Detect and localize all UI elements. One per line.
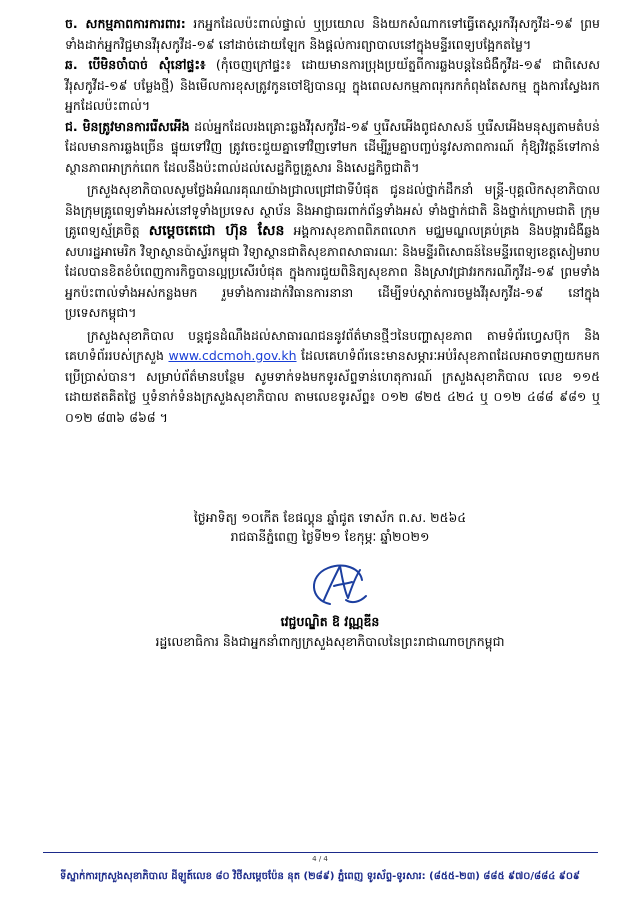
signature-icon — [300, 556, 380, 612]
contact-paragraph — [65, 326, 600, 429]
signer-block — [100, 612, 560, 652]
paragraph-text: ដែលគេហទំព័រនេះមានសម្ភារៈអប់រំសុខភាពដែលអាចទាញយកមកប្រើប្រាស់បាន។ សម្រាប់ព័ត៌មានបន្ថែម សូមទាក់ទងមកទូរស័ព្ទទាន់ហេតុការណ៍ ក្រសួងសុខាភិបាល លេខ ១១៥ ដោយឥតគិតថ្លៃ ឬទំនាក់ទំនងក្រសួងសុខាភិបាល តាមលេខទូរស័ព្ទ៖ ០១២ ៨២៥ ៤២៤ ឬ ០១២ ៤៨៨ ៩៨១ ឬ ០១២ ៨៣៦ ៨៦៨ ។ — [65, 348, 600, 425]
acknowledgement-paragraph — [65, 180, 600, 324]
paragraph-text: ក្រសួងសុខាភិបាលសូមថ្លែងអំណរគុណយ៉ាងជ្រាលជ្រៅជាទីបំផុត ជូនដល់ថ្នាក់ដឹកនាំ មន្ត្រី-បុគ្គលិកសុខាភិបាល និងក្រុមគ្រូពេទ្យទាំងអស់នៅទូទាំងប្រទេស ស្ថាប័ន និងអាជ្ញាធរពាក់ព័ន្ធទាំងអស់ ទាំងថ្នាក់ជាតិ និងថ្នាក់ក្រោមជាតិ ក្រុមគ្រូពេទ្យស្ម័គ្រចិត្ត — [65, 182, 600, 238]
item-label: ជ. មិនត្រូវមានការរើសអើង — [65, 118, 190, 134]
item-text: (កុំចេញក្រៅផ្ទះ៖ ដោយមានការប្រុងប្រយ័ត្នពីការឆ្លងបន្តនៃជំងឺកូវីដ-១៩ ជាពិសេស វីរុសកូវីដ-១៩ បម្លែងថ្មី) និងមើលការខុសត្រូវកូនចៅឱ្យបានល្អ ក្នុងពេលសកម្មភាពរុករកកំពុងតែសកម្ម ក្នុងការស្វែងរកអ្នកដែលប៉ះពាល់។ — [65, 57, 600, 113]
item-text: រកអ្នកដែលប៉ះពាល់ផ្ទាល់ ឬប្រយោល និងយកសំណាកទៅធ្វើតេស្តរកវីរុសកូវីដ-១៩ ព្រមទាំងដាក់អ្នកវិជ្ជមានវីរុសកូវីដ-១៩ នៅដាច់ដោយឡែក និងផ្ដល់ការព្យាបាលនៅក្នុងមន្ទីរពេទ្យបង្អែកតម្លៃ។ — [65, 16, 600, 52]
list-item — [65, 14, 600, 55]
signer-title: រដ្ឋលេខាធិការ និងជាអ្នកនាំពាក្យក្រសួងសុខាភិបាលនៃព្រះរាជាណាចក្រកម្ពុជា — [155, 634, 505, 649]
lunar-date: ថ្ងៃអាទិត្យ ១០កើត ខែផល្គុន ឆ្នាំជូត ទោស័ក ព.ស. ២៥៦៤ — [193, 510, 467, 525]
solar-date: រាជធានីភ្នំពេញ ថ្ងៃទី២១ ខែកុម្ភៈ ឆ្នាំ២០២១ — [230, 529, 430, 544]
page-number: 4 / 4 — [312, 855, 328, 863]
paragraph-text: អង្គការសុខភាពពិភពលោក មជ្ឈមណ្ឌលគ្រប់គ្រង និងបង្ការជំងឺឆ្លង សហរដ្ឋអាមេរិក វិទ្យាស្ថានប៉ាស្ទ័រកម្ពុជា វិទ្យាស្ថានជាតិសុខភាពសាធារណៈ និងមន្ទីរពិសោធន៍នៃមន្ទីរពេទ្យខេត្តសៀមរាប ដែលបានខិតខំបំពេញការកិច្ចបានល្អប្រសើរបំផុត ក្នុងការជួយពិនិត្យសុខភាព និងស្រាវជ្រាវរកករណីកូវីដ-១៩ ព្រមទាំងអ្នកប៉ះពាល់ទាំងអស់កន្លងមក រួមទាំងការដាក់វិធានការនានា ដើម្បីទប់ស្កាត់ការចម្លងវីរុសកូវីដ-១៩ នៅក្នុងប្រទេសកម្ពុជា។ — [65, 223, 600, 320]
signer-name: វេជ្ជបណ្ឌិត ឱ វណ្ណឌីន — [280, 614, 380, 629]
date-block — [160, 508, 500, 546]
letter-body — [65, 14, 600, 428]
item-label: ច. សកម្មភាពការការពារ: — [65, 16, 186, 31]
item-text: ដល់អ្នកដែលរងគ្រោះឆ្លងវីរុសកូវីដ-១៩ ឬរើសអើងពូជសាសន៍ ឬរើសអើងមនុស្សតាមតំបន់ដែលមានការឆ្លងច្រើន ផ្ទុយទៅវិញ ត្រូវចេះជួយគ្នាទៅវិញទៅមក ដើម្បីរួមគ្នាបញ្ចប់នូវសភាពការណ៍ កុំឱ្យវិវត្តន៍ទៅកាន់ស្ថានភាពអាក្រក់ពេក ដែលនឹងប៉ះពាល់ដល់សេដ្ឋកិច្ចគ្រួសារ និងសេដ្ឋកិច្ចជាតិ។ — [65, 118, 600, 175]
list-item — [65, 117, 600, 179]
website-link[interactable]: www.cdcmoh.gov.kh — [168, 348, 297, 363]
item-label: ឆ. បើមិនចាំបាច់ សុំនៅផ្ទះ៖ — [65, 57, 206, 72]
highlighted-name: សម្ដេចតេជោ ហ៊ុន សែន — [148, 223, 285, 239]
footer-address: ទីស្នាក់ការក្រសួងសុខាភិបាល ដីឡូត៍លេខ ៨០ វិថីសម្ដេចប៉ែន នុត (២៨៩) ភ្នំពេញ ទូរស័ព្ទ-ទូរសារ: (៨៥៥-២៣) ៨៨៥ ៩៧០/៨៨៤ ៩០៩ — [60, 871, 580, 882]
list-item — [65, 55, 600, 117]
footer-divider — [43, 852, 598, 853]
paragraph-text: ក្រសួងសុខាភិបាល បន្តជូនដំណឹងដល់សាធារណជននូវព័ត៌មានថ្មីៗនៃបញ្ហាសុខភាព តាមទំព័រហ្វេសប៊ុក និងគេហទំព័ររបស់ក្រសួង — [65, 327, 600, 363]
